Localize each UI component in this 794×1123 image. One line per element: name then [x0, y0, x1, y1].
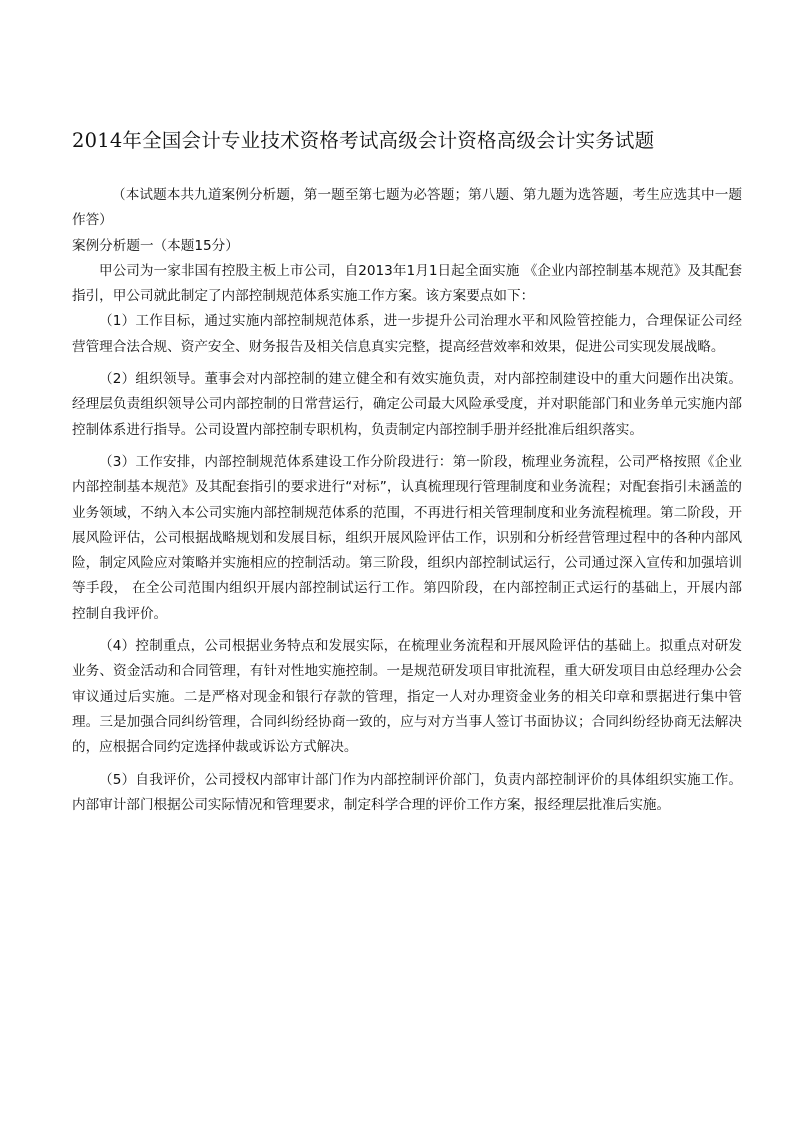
paragraph-leadership: （2）组织领导。董事会对内部控制的建立健全和有效实施负责，对内部控制建设中的重大问题作出决策。经理层负责组织领导公司内部控制的日常营运行，确定公司最大风险承受度，并对职能部门和业务单元实施内部控制体系进行指导。公司设置内部控制专职机构，负责制定内部控制手册并经批准后组织落实。: [72, 371, 742, 438]
paragraph-control-focus: （4）控制重点，公司根据业务特点和发展实际，在梳理业务流程和开展风险评估的基础上。拟重点对研发业务、资金活动和合同管理，有针对性地实施控制。一是规范研发项目审批流程，重大研发项目由总经理办公会审议通过后实施。二是严格对现金和银行存款的管理，指定一人对办理资金业务的相关印章和票据进行集中管理。三是加强合同纠纷管理，合同纠纷经协商一致的，应与对方当事人签订书面协议；合同纠纷经协商无法解决的，应根据合同约定选择仲裁或诉讼方式解决。: [72, 638, 742, 756]
exam-instructions: （本试题本共九道案例分析题，第一题至第七题为必答题；第八题、第九题为选答题，考生应选其中一题作答）: [72, 187, 742, 229]
case-heading: 案例分析题一（本题15分）: [72, 237, 239, 254]
paragraph-schedule: （3）工作安排，内部控制规范体系建设工作分阶段进行：第一阶段，梳理业务流程，公司严格按照《企业内部控制基本规范》及其配套指引的要求进行“对标”，认真梳理现行管理制度和业务流程；对配套指引未涵盖的业务领域，不纳入本公司实施内部控制规范体系的范围，不再进行相关管理制度和业务流程梳理。第二阶段，开展风险评估，公司根据战略规划和发展目标，组织开展风险评估工作，识别和分析经营管理过程中的各种内部风险，制定风险应对策略并实施相应的控制活动。第三阶段，组织内部控制试运行，公司通过深入宣传和加强培训等手段， 在全公司范围内组织开展内部控制试运行工作。第四阶段，在内部控制正式运行的基础上，开展内部控制自我评价。: [72, 453, 742, 622]
document-body: [72, 183, 742, 818]
paragraph-goal: （1）工作目标，通过实施内部控制规范体系，进一步提升公司治理水平和风险管控能力，合理保证公司经营管理合法合规、资产安全、财务报告及相关信息真实完整，提高经营效率和效果，促进公司实现发展战略。: [72, 313, 742, 355]
paragraph-self-evaluation: （5）自我评价，公司授权内部审计部门作为内部控制评价部门，负责内部控制评价的具体组织实施工作。内部审计部门根据公司实际情况和管理要求，制定科学合理的评价工作方案，报经理层批准后实施。: [72, 771, 742, 813]
paragraph-intro: 甲公司为一家非国有控股主板上市公司，自2013年1月1日起全面实施 《企业内部控制基本规范》及其配套指引，甲公司就此制定了内部控制规范体系实施工作方案。该方案要点如下：: [72, 262, 742, 305]
document-title: 2014年全国会计专业技术资格考试高级会计资格高级会计实务试题: [72, 129, 655, 152]
